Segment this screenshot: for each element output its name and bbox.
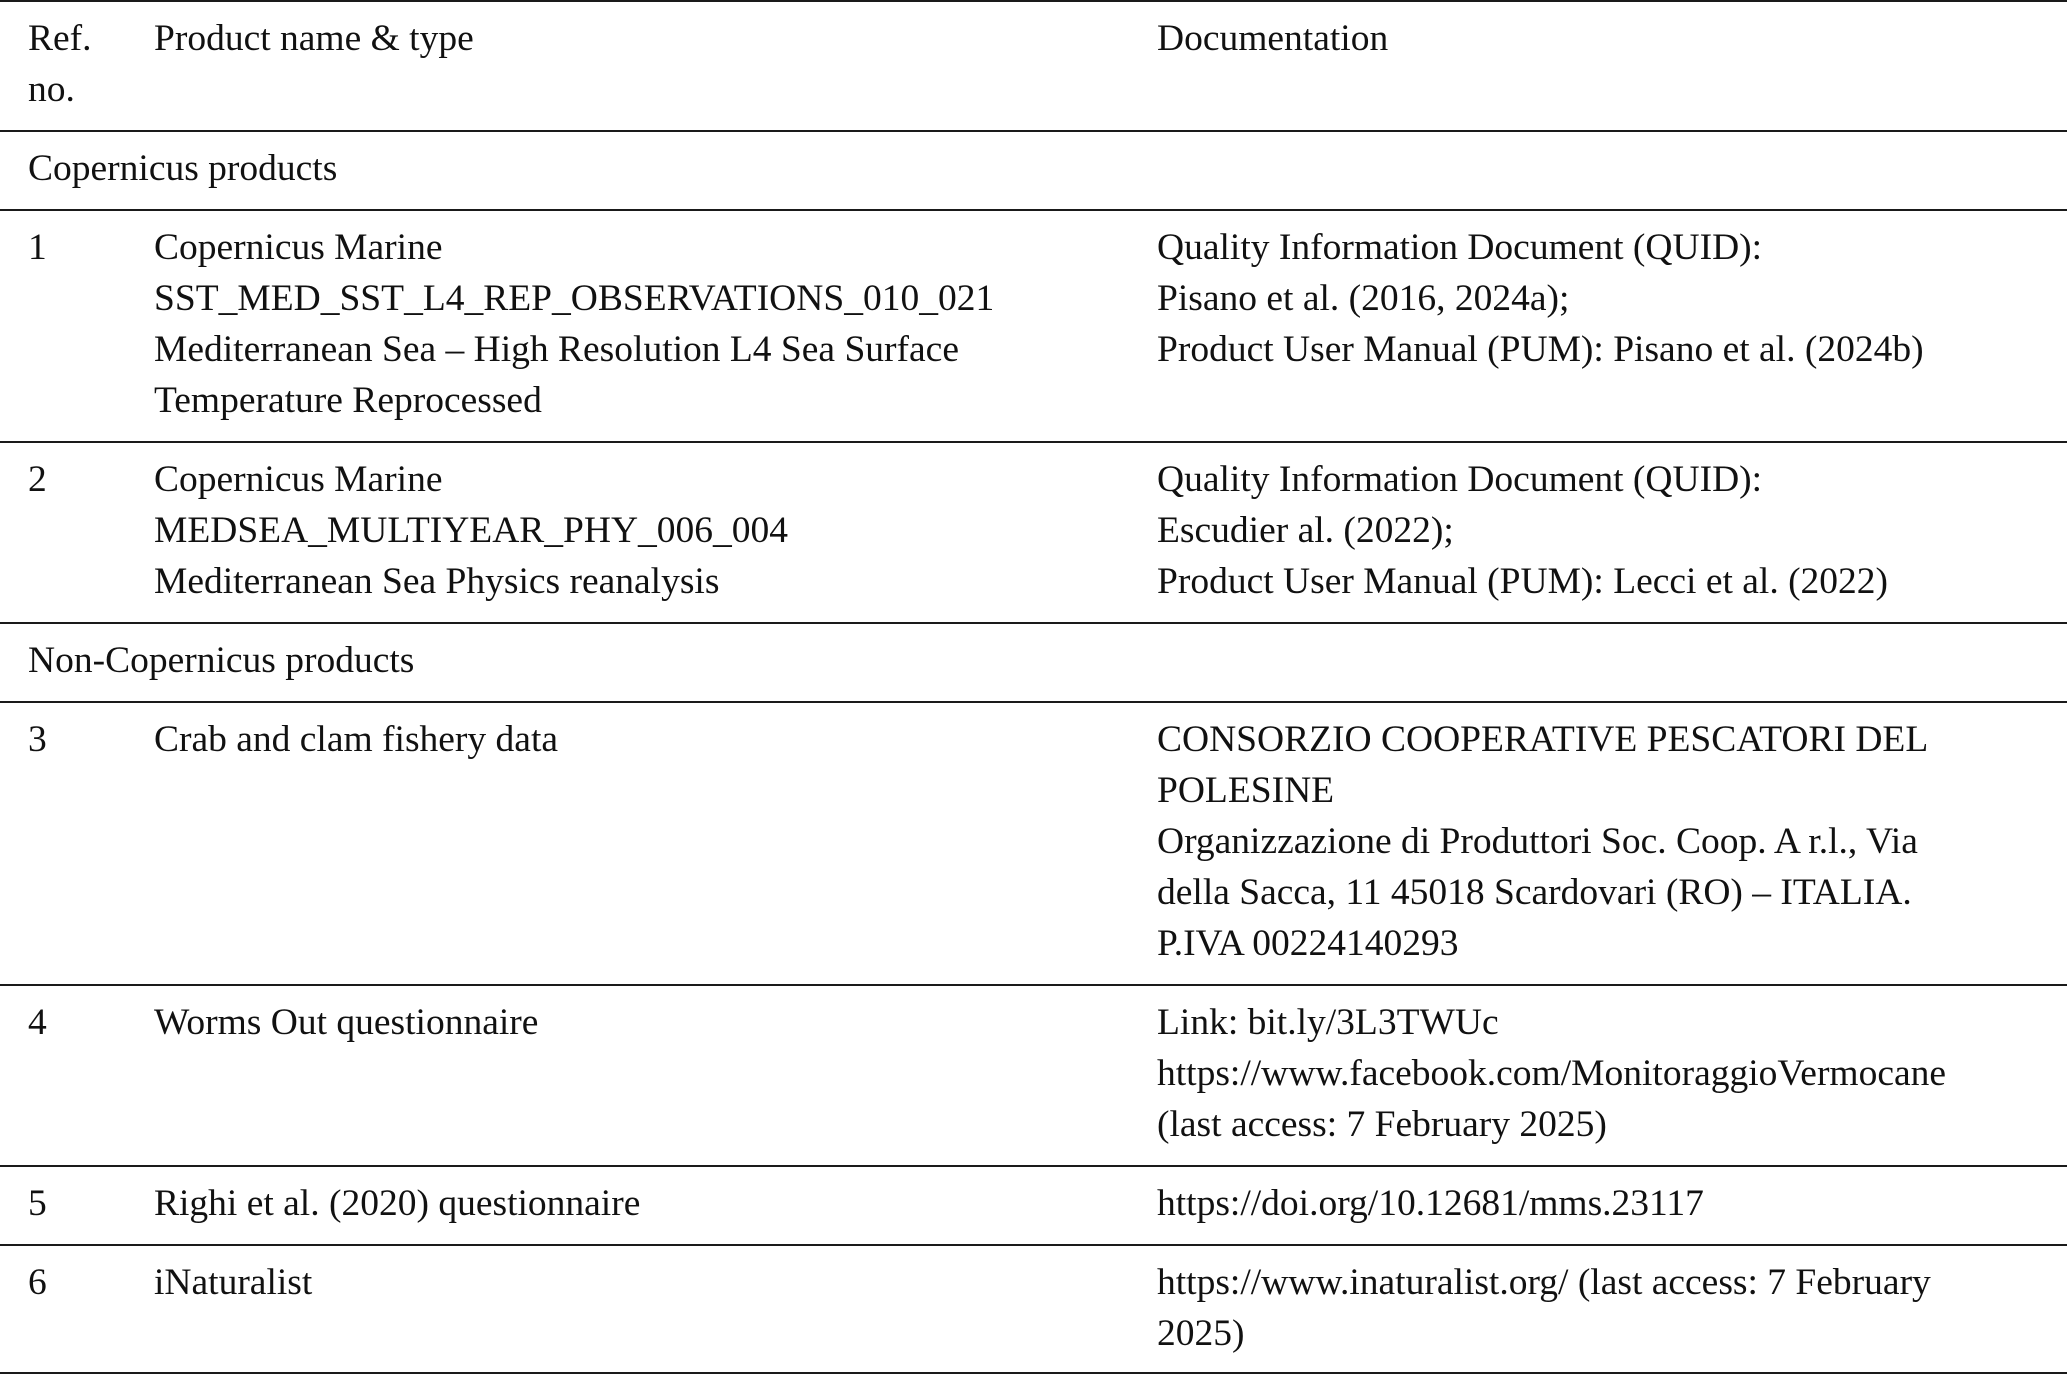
section-rule <box>0 209 2067 211</box>
product-line: Crab and clam fishery data <box>154 719 559 760</box>
row-product <box>154 1178 640 1229</box>
section-rule <box>0 701 2067 703</box>
row-product <box>154 714 558 765</box>
row-ref: 2 <box>28 459 47 500</box>
header-ref-no-line: Ref. <box>28 18 92 59</box>
documentation-line: POLESINE <box>1157 770 1335 811</box>
documentation-line: P.IVA 00224140293 <box>1157 923 1459 964</box>
row-documentation <box>1157 1257 1931 1359</box>
product-line: SST_MED_SST_L4_REP_OBSERVATIONS_010_021 <box>154 278 995 319</box>
table-top-rule <box>0 0 2067 2</box>
product-line: Mediterranean Sea – High Resolution L4 Sea Surface <box>154 329 959 370</box>
product-line: Temperature Reprocessed <box>154 380 542 421</box>
row-documentation <box>1157 1178 1704 1229</box>
documentation-line: Product User Manual (PUM): Pisano et al. (2024b) <box>1157 329 1924 370</box>
product-line: Worms Out questionnaire <box>154 1002 539 1043</box>
product-line: Copernicus Marine <box>154 459 443 500</box>
row-documentation <box>1157 997 1946 1150</box>
row-documentation <box>1157 454 1888 607</box>
product-line: Righi et al. (2020) questionnaire <box>154 1183 641 1224</box>
documentation-line: Organizzazione di Produttori Soc. Coop. A r.l., Via <box>1157 821 1918 862</box>
row-ref: 5 <box>28 1183 47 1224</box>
product-line: Mediterranean Sea Physics reanalysis <box>154 561 720 602</box>
header-ref-no <box>28 13 92 115</box>
header-product: Product name & type <box>154 18 474 59</box>
header-ref-no-line: no. <box>28 69 75 110</box>
header-rule <box>0 130 2067 132</box>
documentation-line: (last access: 7 February 2025) <box>1157 1104 1607 1145</box>
row-product <box>154 454 788 607</box>
documentation-line: CONSORZIO COOPERATIVE PESCATORI DEL <box>1157 719 1929 760</box>
documentation-line: Escudier al. (2022); <box>1157 510 1454 551</box>
row-documentation <box>1157 714 1928 969</box>
product-line: iNaturalist <box>154 1262 313 1303</box>
documentation-line: Product User Manual (PUM): Lecci et al. (2022) <box>1157 561 1889 602</box>
documentation-line: della Sacca, 11 45018 Scardovari (RO) – ITALIA. <box>1157 872 1912 913</box>
documentation-link: https://www.facebook.com/MonitoraggioVermocane <box>1157 1053 1947 1094</box>
documentation-line: https://www.inaturalist.org/ (last access: 7 February <box>1157 1262 1931 1303</box>
product-line: MEDSEA_MULTIYEAR_PHY_006_004 <box>154 510 789 551</box>
documentation-line: Quality Information Document (QUID): <box>1157 227 1763 268</box>
row-ref: 4 <box>28 1002 47 1043</box>
documentation-line: Link: bit.ly/3L3TWUc <box>1157 1002 1499 1043</box>
row-ref: 1 <box>28 227 47 268</box>
section-title: Copernicus products <box>28 148 338 189</box>
product-line: Copernicus Marine <box>154 227 443 268</box>
documentation-line: Quality Information Document (QUID): <box>1157 459 1763 500</box>
row-rule <box>0 441 2067 443</box>
documentation-line: 2025) <box>1157 1313 1245 1354</box>
row-rule <box>0 1244 2067 1246</box>
row-ref: 3 <box>28 719 47 760</box>
documentation-line: Pisano et al. (2016, 2024a); <box>1157 278 1570 319</box>
table-bottom-rule <box>0 1372 2067 1374</box>
header-documentation: Documentation <box>1157 18 1389 59</box>
row-documentation <box>1157 222 1924 375</box>
row-rule <box>0 1165 2067 1167</box>
row-ref: 6 <box>28 1262 47 1303</box>
row-rule <box>0 622 2067 624</box>
row-product <box>154 1257 312 1308</box>
row-product <box>154 997 538 1048</box>
row-rule <box>0 984 2067 986</box>
row-product <box>154 222 994 426</box>
section-title: Non-Copernicus products <box>28 640 415 681</box>
documentation-link: https://doi.org/10.12681/mms.23117 <box>1157 1183 1704 1224</box>
